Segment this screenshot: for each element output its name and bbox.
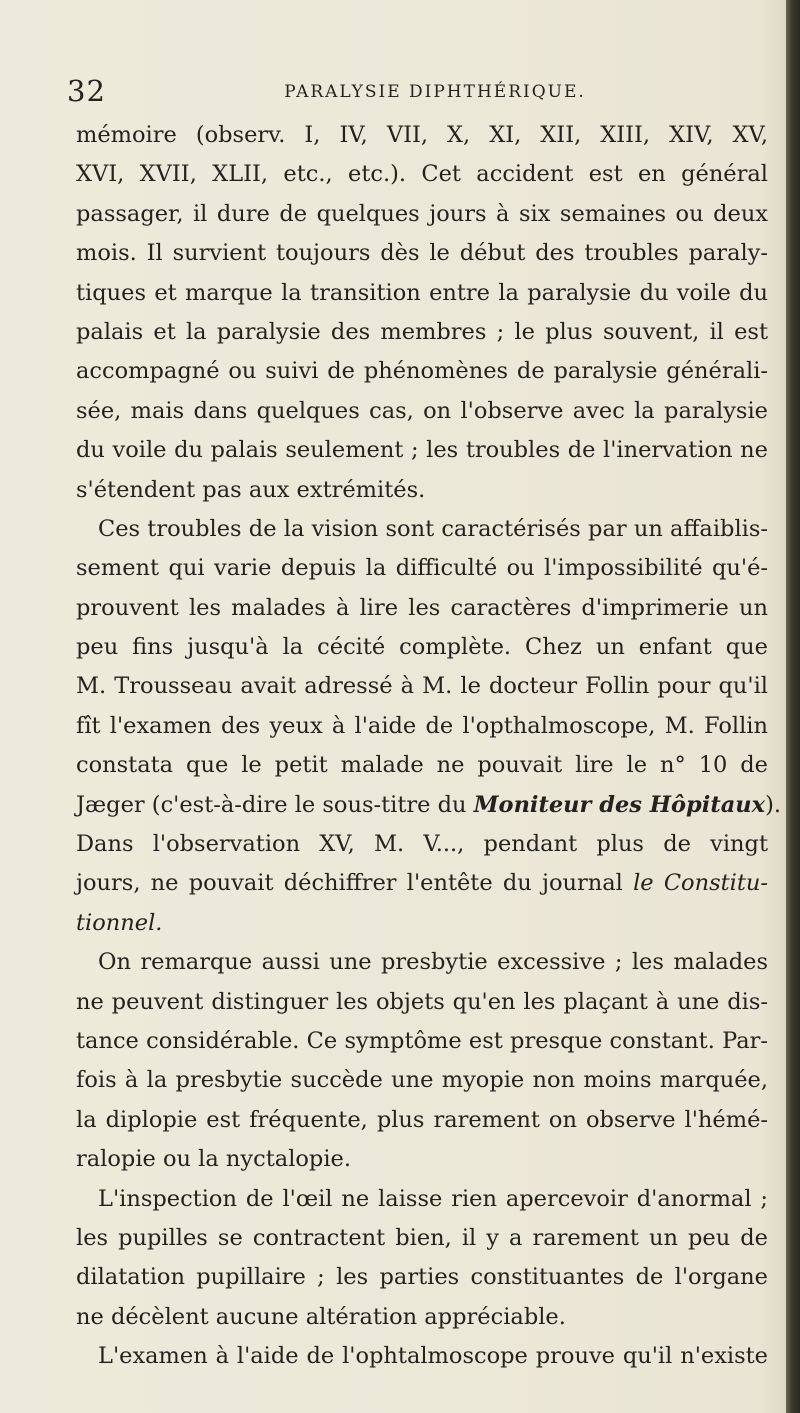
- journal-title-constitutionnel: le Constitu-: [633, 870, 768, 897]
- text-line: Dans l'observation XV, M. V..., pendant plus de vingt: [76, 831, 768, 858]
- text-line: s'étendent pas aux extrémités.: [76, 476, 426, 503]
- text-line: prouvent les malades à lire les caractères d'imprimerie un: [76, 594, 768, 621]
- text-segment: ).: [765, 791, 782, 818]
- text-line: [76, 786, 782, 825]
- text-line: ne décèlent aucune altération appréciable.: [76, 1303, 566, 1330]
- text-segment: Jæger (c'est-à-dire le sous-titre du: [76, 791, 474, 818]
- text-line: [76, 904, 768, 943]
- text-line: accompagné ou suivi de phénomènes de paralysie générali-: [76, 358, 768, 385]
- text-line: ralopie ou la nyctalopie.: [76, 1146, 351, 1173]
- text-line: du voile du palais seulement ; les troubles de l'inervation ne: [76, 437, 768, 464]
- journal-title-constitutionnel-end: tionnel.: [76, 909, 163, 936]
- text-line: tance considérable. Ce symptôme est presque constant. Par-: [76, 1027, 768, 1054]
- text-line: fois à la presbytie succède une myopie non moins marquée,: [76, 1067, 768, 1094]
- page-number: 32: [67, 74, 106, 108]
- text-line: On remarque aussi une presbytie excessive ; les malades: [98, 949, 768, 976]
- text-line: [76, 864, 768, 903]
- text-line: passager, il dure de quelques jours à six semaines ou deux: [76, 200, 768, 227]
- text-line: fît l'examen des yeux à l'aide de l'opthalmoscope, M. Follin: [76, 712, 768, 739]
- text-line: L'inspection de l'œil ne laisse rien apercevoir d'anormal ;: [98, 1185, 768, 1212]
- page-header: [67, 74, 767, 108]
- text-line: la diplopie est fréquente, plus rarement on observe l'hémé-: [76, 1106, 768, 1133]
- text-line: tiques et marque la transition entre la paralysie du voile du: [76, 279, 768, 306]
- journal-title-moniteur: Moniteur des Hôpitaux: [473, 791, 766, 818]
- text-line: sée, mais dans quelques cas, on l'observe avec la paralysie: [76, 397, 768, 424]
- text-line: ne peuvent distinguer les objets qu'en les plaçant à une dis-: [76, 988, 768, 1015]
- text-line: XVI, XVII, XLII, etc., etc.). Cet accident est en général: [76, 161, 768, 188]
- body-text: [76, 116, 782, 1377]
- text-line: Ces troubles de la vision sont caractérisés par un affaiblis-: [98, 515, 768, 542]
- text-line: dilatation pupillaire ; les parties constituantes de l'organe: [76, 1264, 768, 1291]
- text-line: palais et la paralysie des membres ; le plus souvent, il est: [76, 318, 768, 345]
- text-segment: jours, ne pouvait déchiffrer l'entête du journal: [76, 870, 634, 897]
- text-line: mémoire (observ. I, IV, VII, X, XI, XII, XIII, XIV, XV,: [76, 122, 768, 148]
- text-line: constata que le petit malade ne pouvait lire le n° 10 de: [76, 752, 768, 779]
- text-line: peu fins jusqu'à la cécité complète. Chez un enfant que: [76, 634, 768, 661]
- text-line: sement qui varie depuis la difficulté ou l'impossibilité qu'é-: [76, 555, 768, 582]
- page-binding-edge: [786, 0, 800, 1413]
- text-line: M. Trousseau avait adressé à M. le docteur Follin pour qu'il: [76, 673, 768, 700]
- text-line: L'examen à l'aide de l'ophtalmoscope prouve qu'il n'existe: [98, 1343, 768, 1370]
- text-line: mois. Il survient toujours dès le début des troubles paraly-: [76, 240, 768, 267]
- running-title: PARALYSIE DIPHTHÉRIQUE.: [284, 82, 586, 102]
- text-line: les pupilles se contractent bien, il y a rarement un peu de: [76, 1224, 768, 1251]
